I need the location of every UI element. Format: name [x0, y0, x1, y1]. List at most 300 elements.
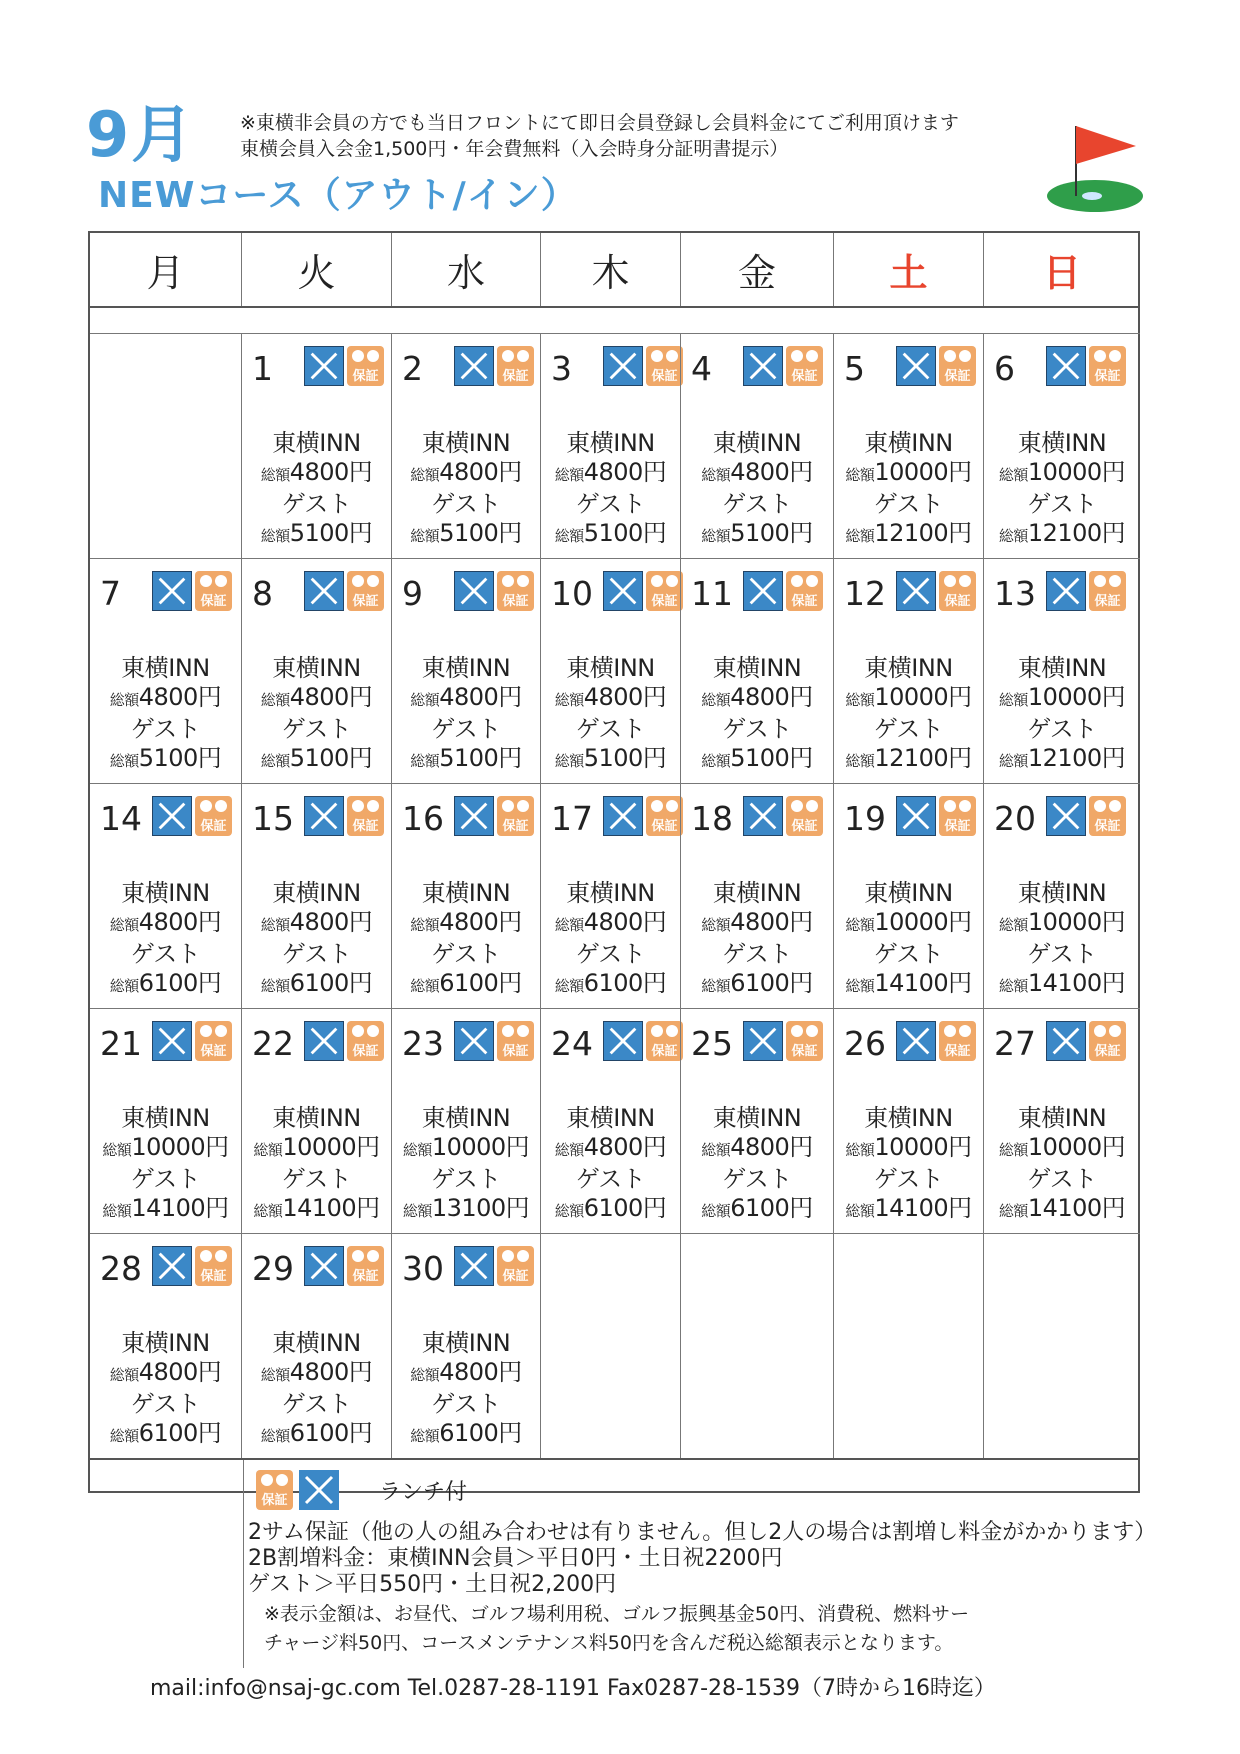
day-icons [1046, 346, 1126, 386]
guarantee-icon: 保証 [347, 346, 384, 386]
day-cell [241, 1008, 391, 1233]
lunch-icon [743, 1021, 783, 1061]
toyoko-label: 東横INN [272, 1329, 361, 1357]
day-cell [391, 558, 540, 783]
note-line-3: ゲスト＞平日550円・土日祝2,200円 [248, 1572, 617, 1597]
price-info [392, 879, 540, 1001]
lunch-icon [299, 1470, 339, 1510]
empty-cell [983, 1233, 1140, 1458]
guest-label: ゲスト [1027, 715, 1097, 743]
guest-label: ゲスト [873, 490, 944, 518]
lunch-icon [454, 346, 494, 386]
guest-price: 総額6100円 [701, 969, 813, 997]
day-icons [743, 796, 823, 836]
guarantee-icon: 保証 [939, 796, 976, 836]
price-info [242, 654, 391, 776]
guarantee-icon: 保証 [347, 1021, 384, 1061]
guarantee-icon: 保証 [256, 1470, 293, 1510]
guarantee-icon: 保証 [786, 571, 823, 611]
toyoko-label: 東横INN [1017, 429, 1107, 457]
guarantee-icon: 保証 [939, 346, 976, 386]
price-info [541, 429, 680, 551]
day-number: 27 [994, 1024, 1036, 1063]
day-number: 26 [844, 1024, 886, 1063]
guest-label: ゲスト [722, 940, 792, 968]
guest-price: 総額14100円 [845, 969, 972, 997]
guest-price: 総額14100円 [253, 1194, 380, 1222]
guest-price: 総額6100円 [260, 1419, 373, 1447]
empty-cell [90, 333, 241, 558]
disclaimer-line-2: チャージ料50円、コースメンテナンス料50円を含んだ税込総額表示となります。 [264, 1632, 954, 1654]
lunch-icon [896, 571, 936, 611]
member-price: 総額10000円 [402, 1133, 530, 1161]
day-number: 9 [402, 574, 423, 613]
member-price: 総額4800円 [701, 458, 813, 486]
toyoko-label: 東横INN [421, 1329, 511, 1357]
day-number: 21 [100, 1024, 142, 1063]
guarantee-icon: 保証 [497, 571, 534, 611]
price-info [392, 1104, 540, 1226]
member-price: 総額10000円 [845, 1133, 972, 1161]
day-number: 15 [252, 799, 294, 838]
weekday-3: 木 [540, 233, 680, 306]
price-info [984, 879, 1140, 1001]
toyoko-label: 東横INN [566, 879, 655, 907]
notice-line-2: 東横会員入会金1,500円・年会費無料（入会時身分証明書提示） [240, 138, 789, 160]
price-info [834, 654, 983, 776]
toyoko-label: 東横INN [1017, 1104, 1107, 1132]
day-cell [833, 558, 983, 783]
contact-footer: mail:info@nsaj-gc.com Tel.0287-28-1191 Fax0287-28-1539（7時から16時迄） [150, 1676, 996, 1701]
guarantee-icon: 保証 [1089, 571, 1126, 611]
toyoko-label: 東横INN [421, 654, 511, 682]
toyoko-label: 東横INN [272, 429, 361, 457]
price-info [681, 1104, 833, 1226]
price-info [242, 879, 391, 1001]
empty-cell [833, 1233, 983, 1458]
price-info [90, 654, 241, 776]
lunch-icon [1046, 796, 1086, 836]
day-cell [391, 1233, 540, 1458]
price-info [392, 429, 540, 551]
member-price: 総額10000円 [998, 458, 1126, 486]
lunch-icon [304, 1021, 344, 1061]
notice-line-1: ※東横非会員の方でも当日フロントにて即日会員登録し会員料金にてご利用頂けます [240, 112, 959, 134]
guest-price: 総額5100円 [260, 744, 373, 772]
guest-price: 総額6100円 [410, 969, 522, 997]
toyoko-label: 東横INN [712, 1104, 802, 1132]
day-cell [833, 333, 983, 558]
lunch-icon [304, 1246, 344, 1286]
guest-price: 総額6100円 [701, 1194, 813, 1222]
day-icons [152, 1246, 232, 1286]
price-info [541, 654, 680, 776]
day-number: 17 [551, 799, 593, 838]
guarantee-icon: 保証 [347, 796, 384, 836]
day-cell [391, 333, 540, 558]
day-icons [304, 1246, 384, 1286]
day-icons [304, 571, 384, 611]
member-price: 総額4800円 [701, 908, 813, 936]
guarantee-icon: 保証 [497, 1246, 534, 1286]
day-cell [833, 783, 983, 1008]
member-price: 総額4800円 [260, 458, 373, 486]
toyoko-label: 東横INN [864, 654, 953, 682]
day-icons [152, 1021, 232, 1061]
guest-price: 総額5100円 [554, 519, 667, 547]
day-number: 18 [691, 799, 733, 838]
price-info [242, 429, 391, 551]
day-cell [241, 333, 391, 558]
toyoko-label: 東横INN [421, 429, 511, 457]
price-info [90, 1104, 241, 1226]
guarantee-icon: 保証 [786, 1021, 823, 1061]
guest-price: 総額5100円 [701, 744, 813, 772]
lunch-icon [304, 346, 344, 386]
day-icons [1046, 1021, 1126, 1061]
member-notice [240, 110, 959, 162]
guest-label: ゲスト [575, 490, 646, 518]
disclaimer-line-1: ※表示金額は、お昼代、ゴルフ場利用税、ゴルフ振興基金50円、消費税、燃料サー [264, 1603, 970, 1625]
day-icons [743, 1021, 823, 1061]
note-line-1: 2サム保証（他の人の組み合わせは有りません。但し2人の場合は割増し料金がかかります） [248, 1520, 1157, 1545]
day-number: 10 [551, 574, 593, 613]
guest-price: 総額5100円 [554, 744, 667, 772]
day-cell [391, 783, 540, 1008]
lunch-icon [896, 346, 936, 386]
guarantee-icon: 保証 [1089, 1021, 1126, 1061]
day-icons [603, 571, 683, 611]
day-number: 5 [844, 349, 865, 388]
toyoko-label: 東横INN [864, 429, 953, 457]
day-number: 3 [551, 349, 572, 388]
lunch-icon [1046, 571, 1086, 611]
guarantee-icon: 保証 [195, 1246, 232, 1286]
day-number: 29 [252, 1249, 294, 1288]
lunch-icon [743, 346, 783, 386]
day-icons [152, 796, 232, 836]
day-cell [833, 1008, 983, 1233]
guest-price: 総額12100円 [845, 519, 972, 547]
guest-price: 総額12100円 [998, 519, 1126, 547]
guest-price: 総額14100円 [102, 1194, 229, 1222]
toyoko-label: 東横INN [864, 879, 953, 907]
member-price: 総額4800円 [109, 683, 222, 711]
day-cell [90, 1233, 241, 1458]
member-price: 総額4800円 [260, 683, 373, 711]
guarantee-icon: 保証 [646, 796, 683, 836]
price-info [392, 654, 540, 776]
toyoko-label: 東横INN [121, 1104, 210, 1132]
day-cell [90, 783, 241, 1008]
member-price: 総額10000円 [998, 1133, 1126, 1161]
member-price: 総額4800円 [701, 683, 813, 711]
guest-label: ゲスト [722, 715, 792, 743]
day-number: 25 [691, 1024, 733, 1063]
day-number: 12 [844, 574, 886, 613]
day-icons [603, 796, 683, 836]
day-cell [540, 333, 680, 558]
weekday-0: 月 [146, 251, 185, 295]
guest-label: ゲスト [281, 1165, 352, 1193]
note-line-2: 2B割増料金：東横INN会員＞平日0円・土日祝2200円 [248, 1546, 783, 1571]
day-cell [540, 558, 680, 783]
guest-price: 総額6100円 [109, 969, 222, 997]
day-number: 6 [994, 349, 1015, 388]
day-number: 19 [844, 799, 886, 838]
lunch-icon [454, 1246, 494, 1286]
guest-price: 総額12100円 [998, 744, 1126, 772]
guarantee-icon: 保証 [195, 796, 232, 836]
price-info [90, 1329, 241, 1451]
member-price: 総額10000円 [845, 908, 972, 936]
price-info [392, 1329, 540, 1451]
toyoko-label: 東横INN [712, 654, 802, 682]
lunch-icon [603, 571, 643, 611]
guest-price: 総額6100円 [554, 1194, 667, 1222]
notes-section [90, 1458, 1157, 1668]
lunch-icon [152, 1246, 192, 1286]
course-title: NEWコース（アウト/イン） [98, 175, 578, 216]
day-icons [1046, 571, 1126, 611]
member-price: 総額10000円 [102, 1133, 229, 1161]
price-info [681, 654, 833, 776]
day-number: 24 [551, 1024, 593, 1063]
guest-label: ゲスト [1027, 1165, 1097, 1193]
day-icons [454, 1021, 534, 1061]
guarantee-icon: 保証 [646, 1021, 683, 1061]
day-number: 2 [402, 349, 423, 388]
day-icons [896, 796, 976, 836]
day-icons [743, 346, 823, 386]
guest-label: ゲスト [130, 715, 201, 743]
month-title: 9月 [86, 98, 196, 171]
day-cell [241, 1233, 391, 1458]
day-number: 16 [402, 799, 444, 838]
lunch-icon [603, 796, 643, 836]
toyoko-label: 東横INN [566, 654, 655, 682]
lunch-icon [454, 1021, 494, 1061]
lunch-icon [743, 571, 783, 611]
day-cell [680, 783, 833, 1008]
price-info [541, 1104, 680, 1226]
price-info [984, 429, 1140, 551]
day-cell [983, 783, 1140, 1008]
day-icons [896, 571, 976, 611]
toyoko-label: 東横INN [712, 429, 802, 457]
toyoko-label: 東横INN [272, 1104, 361, 1132]
member-price: 総額4800円 [109, 908, 222, 936]
guest-price: 総額5100円 [701, 519, 813, 547]
day-icons [304, 796, 384, 836]
toyoko-label: 東横INN [712, 879, 802, 907]
member-price: 総額4800円 [109, 1358, 222, 1386]
day-number: 23 [402, 1024, 444, 1063]
member-price: 総額4800円 [260, 908, 373, 936]
day-number: 30 [402, 1249, 444, 1288]
price-info [90, 879, 241, 1001]
day-icons [1046, 796, 1126, 836]
member-price: 総額4800円 [410, 683, 522, 711]
weekday-header [90, 233, 1138, 308]
golf-flag-icon [1040, 112, 1150, 222]
day-cell [241, 783, 391, 1008]
guest-price: 総額6100円 [554, 969, 667, 997]
day-cell [540, 1008, 680, 1233]
price-info [681, 879, 833, 1001]
day-icons [896, 1021, 976, 1061]
guest-price: 総額14100円 [998, 969, 1126, 997]
lunch-icon [152, 1021, 192, 1061]
guarantee-icon: 保証 [497, 1021, 534, 1061]
day-number: 22 [252, 1024, 294, 1063]
weekday-1: 火 [241, 233, 391, 306]
guest-label: ゲスト [722, 490, 792, 518]
guarantee-icon: 保証 [347, 1246, 384, 1286]
day-number: 20 [994, 799, 1036, 838]
day-cell [680, 333, 833, 558]
day-number: 7 [100, 574, 121, 613]
lunch-icon [896, 1021, 936, 1061]
toyoko-label: 東横INN [421, 1104, 511, 1132]
day-cell [680, 1008, 833, 1233]
member-price: 総額4800円 [701, 1133, 813, 1161]
guest-label: ゲスト [281, 940, 352, 968]
day-icons [454, 796, 534, 836]
guest-label: ゲスト [575, 1165, 646, 1193]
guest-label: ゲスト [130, 1390, 201, 1418]
member-price: 総額4800円 [410, 1358, 522, 1386]
day-icons [304, 1021, 384, 1061]
guarantee-icon: 保証 [939, 1021, 976, 1061]
member-price: 総額4800円 [410, 458, 522, 486]
day-cell [90, 1008, 241, 1233]
price-info [834, 879, 983, 1001]
day-cell [680, 558, 833, 783]
day-icons [454, 1246, 534, 1286]
day-number: 14 [100, 799, 142, 838]
lunch-icon [304, 571, 344, 611]
day-icons [152, 571, 232, 611]
lunch-icon [1046, 346, 1086, 386]
guest-label: ゲスト [281, 490, 352, 518]
guest-label: ゲスト [873, 715, 944, 743]
day-icons [454, 346, 534, 386]
guarantee-icon: 保証 [497, 346, 534, 386]
member-price: 総額10000円 [845, 683, 972, 711]
price-info [834, 1104, 983, 1226]
guest-price: 総額5100円 [109, 744, 222, 772]
day-cell [983, 1008, 1140, 1233]
legend-label: ランチ付 [379, 1479, 468, 1505]
price-info [242, 1104, 391, 1226]
guarantee-icon: 保証 [786, 796, 823, 836]
guest-price: 総額13100円 [402, 1194, 530, 1222]
day-cell [983, 333, 1140, 558]
toyoko-label: 東横INN [121, 1329, 210, 1357]
lunch-icon [743, 796, 783, 836]
lunch-icon [896, 796, 936, 836]
guest-label: ゲスト [431, 715, 501, 743]
toyoko-label: 東横INN [272, 654, 361, 682]
member-price: 総額10000円 [253, 1133, 380, 1161]
guest-label: ゲスト [575, 940, 646, 968]
day-cell [983, 558, 1140, 783]
guest-label: ゲスト [1027, 490, 1097, 518]
member-price: 総額4800円 [554, 908, 667, 936]
guest-label: ゲスト [130, 940, 201, 968]
price-info [541, 879, 680, 1001]
member-price: 総額4800円 [554, 683, 667, 711]
guest-price: 総額6100円 [410, 1419, 522, 1447]
day-cell [241, 558, 391, 783]
member-price: 総額4800円 [260, 1358, 373, 1386]
guest-label: ゲスト [722, 1165, 792, 1193]
toyoko-label: 東横INN [566, 429, 655, 457]
price-info [984, 1104, 1140, 1226]
guest-price: 総額5100円 [410, 519, 522, 547]
guest-price: 総額14100円 [998, 1194, 1126, 1222]
lunch-icon [454, 571, 494, 611]
toyoko-label: 東横INN [1017, 654, 1107, 682]
lunch-icon [152, 571, 192, 611]
member-price: 総額10000円 [845, 458, 972, 486]
guarantee-icon: 保証 [195, 1021, 232, 1061]
day-icons [603, 1021, 683, 1061]
guarantee-icon: 保証 [1089, 796, 1126, 836]
guest-label: ゲスト [431, 1165, 501, 1193]
day-number: 13 [994, 574, 1036, 613]
day-icons [454, 571, 534, 611]
price-info [242, 1329, 391, 1451]
day-icons [304, 346, 384, 386]
toyoko-label: 東横INN [272, 879, 361, 907]
calendar [88, 231, 1157, 1654]
disclaimer [264, 1600, 969, 1658]
guest-label: ゲスト [281, 715, 352, 743]
guest-label: ゲスト [130, 1165, 201, 1193]
empty-cell [680, 1233, 833, 1458]
guest-label: ゲスト [431, 490, 501, 518]
day-cell [391, 1008, 540, 1233]
member-price: 総額4800円 [410, 908, 522, 936]
day-cell [90, 558, 241, 783]
guarantee-icon: 保証 [646, 571, 683, 611]
legend [256, 1470, 467, 1510]
day-icons [896, 346, 976, 386]
lunch-icon [603, 1021, 643, 1061]
day-number: 28 [100, 1249, 142, 1288]
guarantee-icon: 保証 [497, 796, 534, 836]
lunch-icon [152, 796, 192, 836]
price-info [834, 429, 983, 551]
member-price: 総額10000円 [998, 908, 1126, 936]
toyoko-label: 東横INN [1017, 879, 1107, 907]
toyoko-label: 東横INN [864, 1104, 953, 1132]
guarantee-icon: 保証 [347, 571, 384, 611]
toyoko-label: 東横INN [121, 879, 210, 907]
price-info [984, 654, 1140, 776]
price-info [681, 429, 833, 551]
day-number: 1 [252, 349, 273, 388]
weekday-6: 日 [983, 233, 1140, 306]
guest-label: ゲスト [873, 1165, 944, 1193]
lunch-icon [454, 796, 494, 836]
day-number: 8 [252, 574, 273, 613]
notes-content [243, 1460, 1157, 1668]
day-number: 11 [691, 574, 733, 613]
guarantee-icon: 保証 [1089, 346, 1126, 386]
